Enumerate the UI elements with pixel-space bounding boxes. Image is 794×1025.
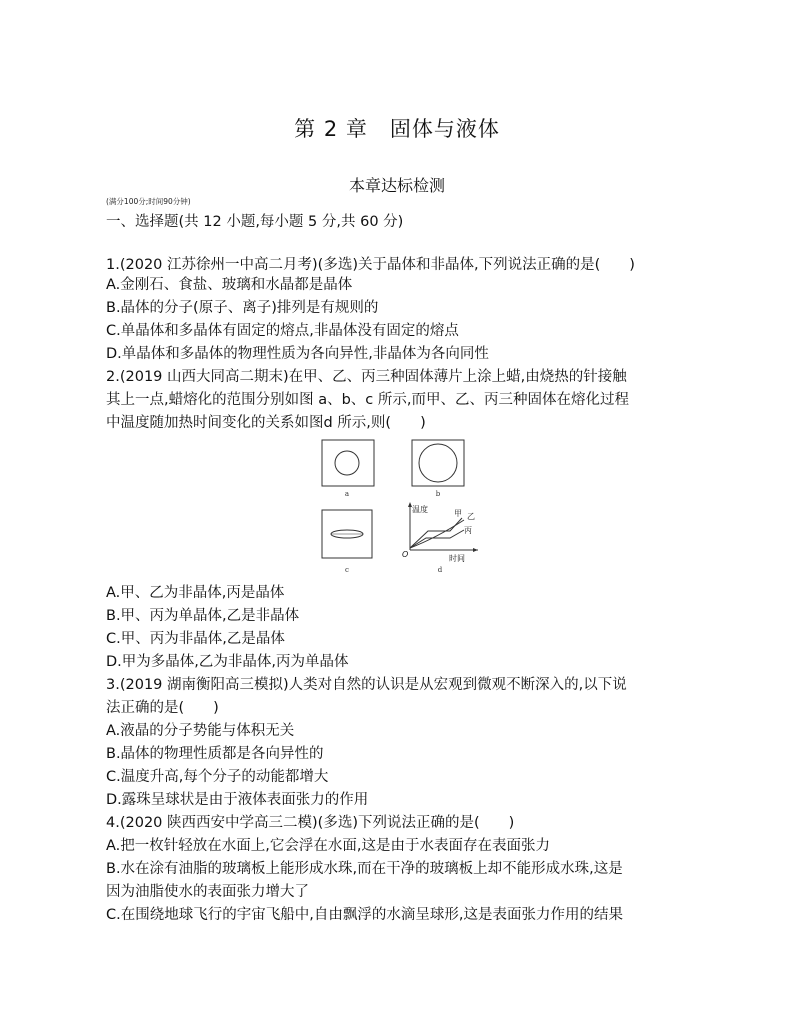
q4-option-b-line-2: 因为油脂使水的表面张力增大了 [106, 884, 309, 900]
question-2-figure [318, 436, 478, 581]
question-3-stem-line-2: 法正确的是( ) [106, 700, 219, 716]
figure-c-caption: c [345, 566, 349, 574]
figure-a-caption: a [344, 490, 350, 498]
q2-option-b: B.甲、丙为单晶体,乙是非晶体 [106, 608, 300, 624]
curve-bing [410, 530, 464, 548]
figure-b-wax-circle [419, 444, 457, 482]
curve-yi-label: 乙 [467, 512, 475, 521]
figure-b-plate [412, 440, 464, 486]
q1-option-c: C.单晶体和多晶体有固定的熔点,非晶体没有固定的熔点 [106, 323, 459, 339]
q1-option-a: A.金刚石、食盐、玻璃和水晶都是晶体 [106, 277, 353, 293]
question-2-stem-line-2: 其上一点,蜡熔化的范围分别如图 a、b、c 所示,而甲、乙、丙三种固体在熔化过程 [106, 392, 629, 408]
q1-option-d: D.单晶体和多晶体的物理性质为各向异性,非晶体为各向同性 [106, 346, 489, 362]
q2-option-c: C.甲、丙为非晶体,乙是晶体 [106, 631, 285, 647]
question-3-stem-line-1: 3.(2019 湖南衡阳高三模拟)人类对自然的认识是从宏观到微观不断深入的,以下说 [106, 677, 627, 693]
figure-d-caption: d [437, 566, 443, 574]
question-4-stem: 4.(2020 陕西西安中学高三二模)(多选)下列说法正确的是( ) [106, 815, 515, 831]
part-heading: 一、选择题(共 12 小题,每小题 5 分,共 60 分) [106, 214, 404, 230]
exam-info: (满分100分;时间90分钟) [106, 197, 191, 206]
question-2-stem-line-3: 中温度随加热时间变化的关系如图d 所示,则( ) [106, 415, 426, 431]
q4-option-c: C.在围绕地球飞行的宇宙飞船中,自由飘浮的水滴呈球形,这是表面张力作用的结果 [106, 907, 623, 923]
q1-option-b: B.晶体的分子(原子、离子)排列是有规则的 [106, 300, 379, 316]
question-2-stem-line-1: 2.(2019 山西大同高二期末)在甲、乙、丙三种固体薄片上涂上蜡,由烧热的针接触 [106, 369, 627, 385]
graph-y-label: 温度 [412, 505, 428, 514]
graph-x-label: 时间 [449, 554, 465, 563]
figure-a-wax-circle [335, 451, 359, 475]
q2-option-a: A.甲、乙为非晶体,丙是晶体 [106, 585, 285, 601]
figure-b-caption: b [435, 490, 441, 498]
q3-option-d: D.露珠呈球状是由于液体表面张力的作用 [106, 792, 369, 808]
curve-jia-label: 甲 [454, 509, 462, 518]
q3-option-c: C.温度升高,每个分子的动能都增大 [106, 769, 329, 785]
q3-option-a: A.液晶的分子势能与体积无关 [106, 723, 295, 739]
q2-option-d: D.甲为多晶体,乙为非晶体,丙为单晶体 [106, 654, 349, 670]
figure-a-plate [322, 440, 374, 486]
q4-option-a: A.把一枚针轻放在水面上,它会浮在水面,这是由于水表面存在表面张力 [106, 838, 550, 854]
figure-svg [318, 436, 478, 581]
q4-option-b-line-1: B.水在涂有油脂的玻璃板上能形成水珠,而在干净的玻璃板上却不能形成水珠,这是 [106, 861, 623, 877]
q3-option-b: B.晶体的物理性质都是各向异性的 [106, 746, 324, 762]
chapter-title: 第 2 章 固体与液体 [294, 117, 500, 141]
section-title: 本章达标检测 [348, 176, 445, 195]
question-1-stem: 1.(2020 江苏徐州一中高二月考)(多选)关于晶体和非晶体,下列说法正确的是( ) [106, 257, 635, 273]
curve-bing-label: 丙 [464, 526, 472, 535]
graph-origin-label: O [402, 550, 409, 559]
